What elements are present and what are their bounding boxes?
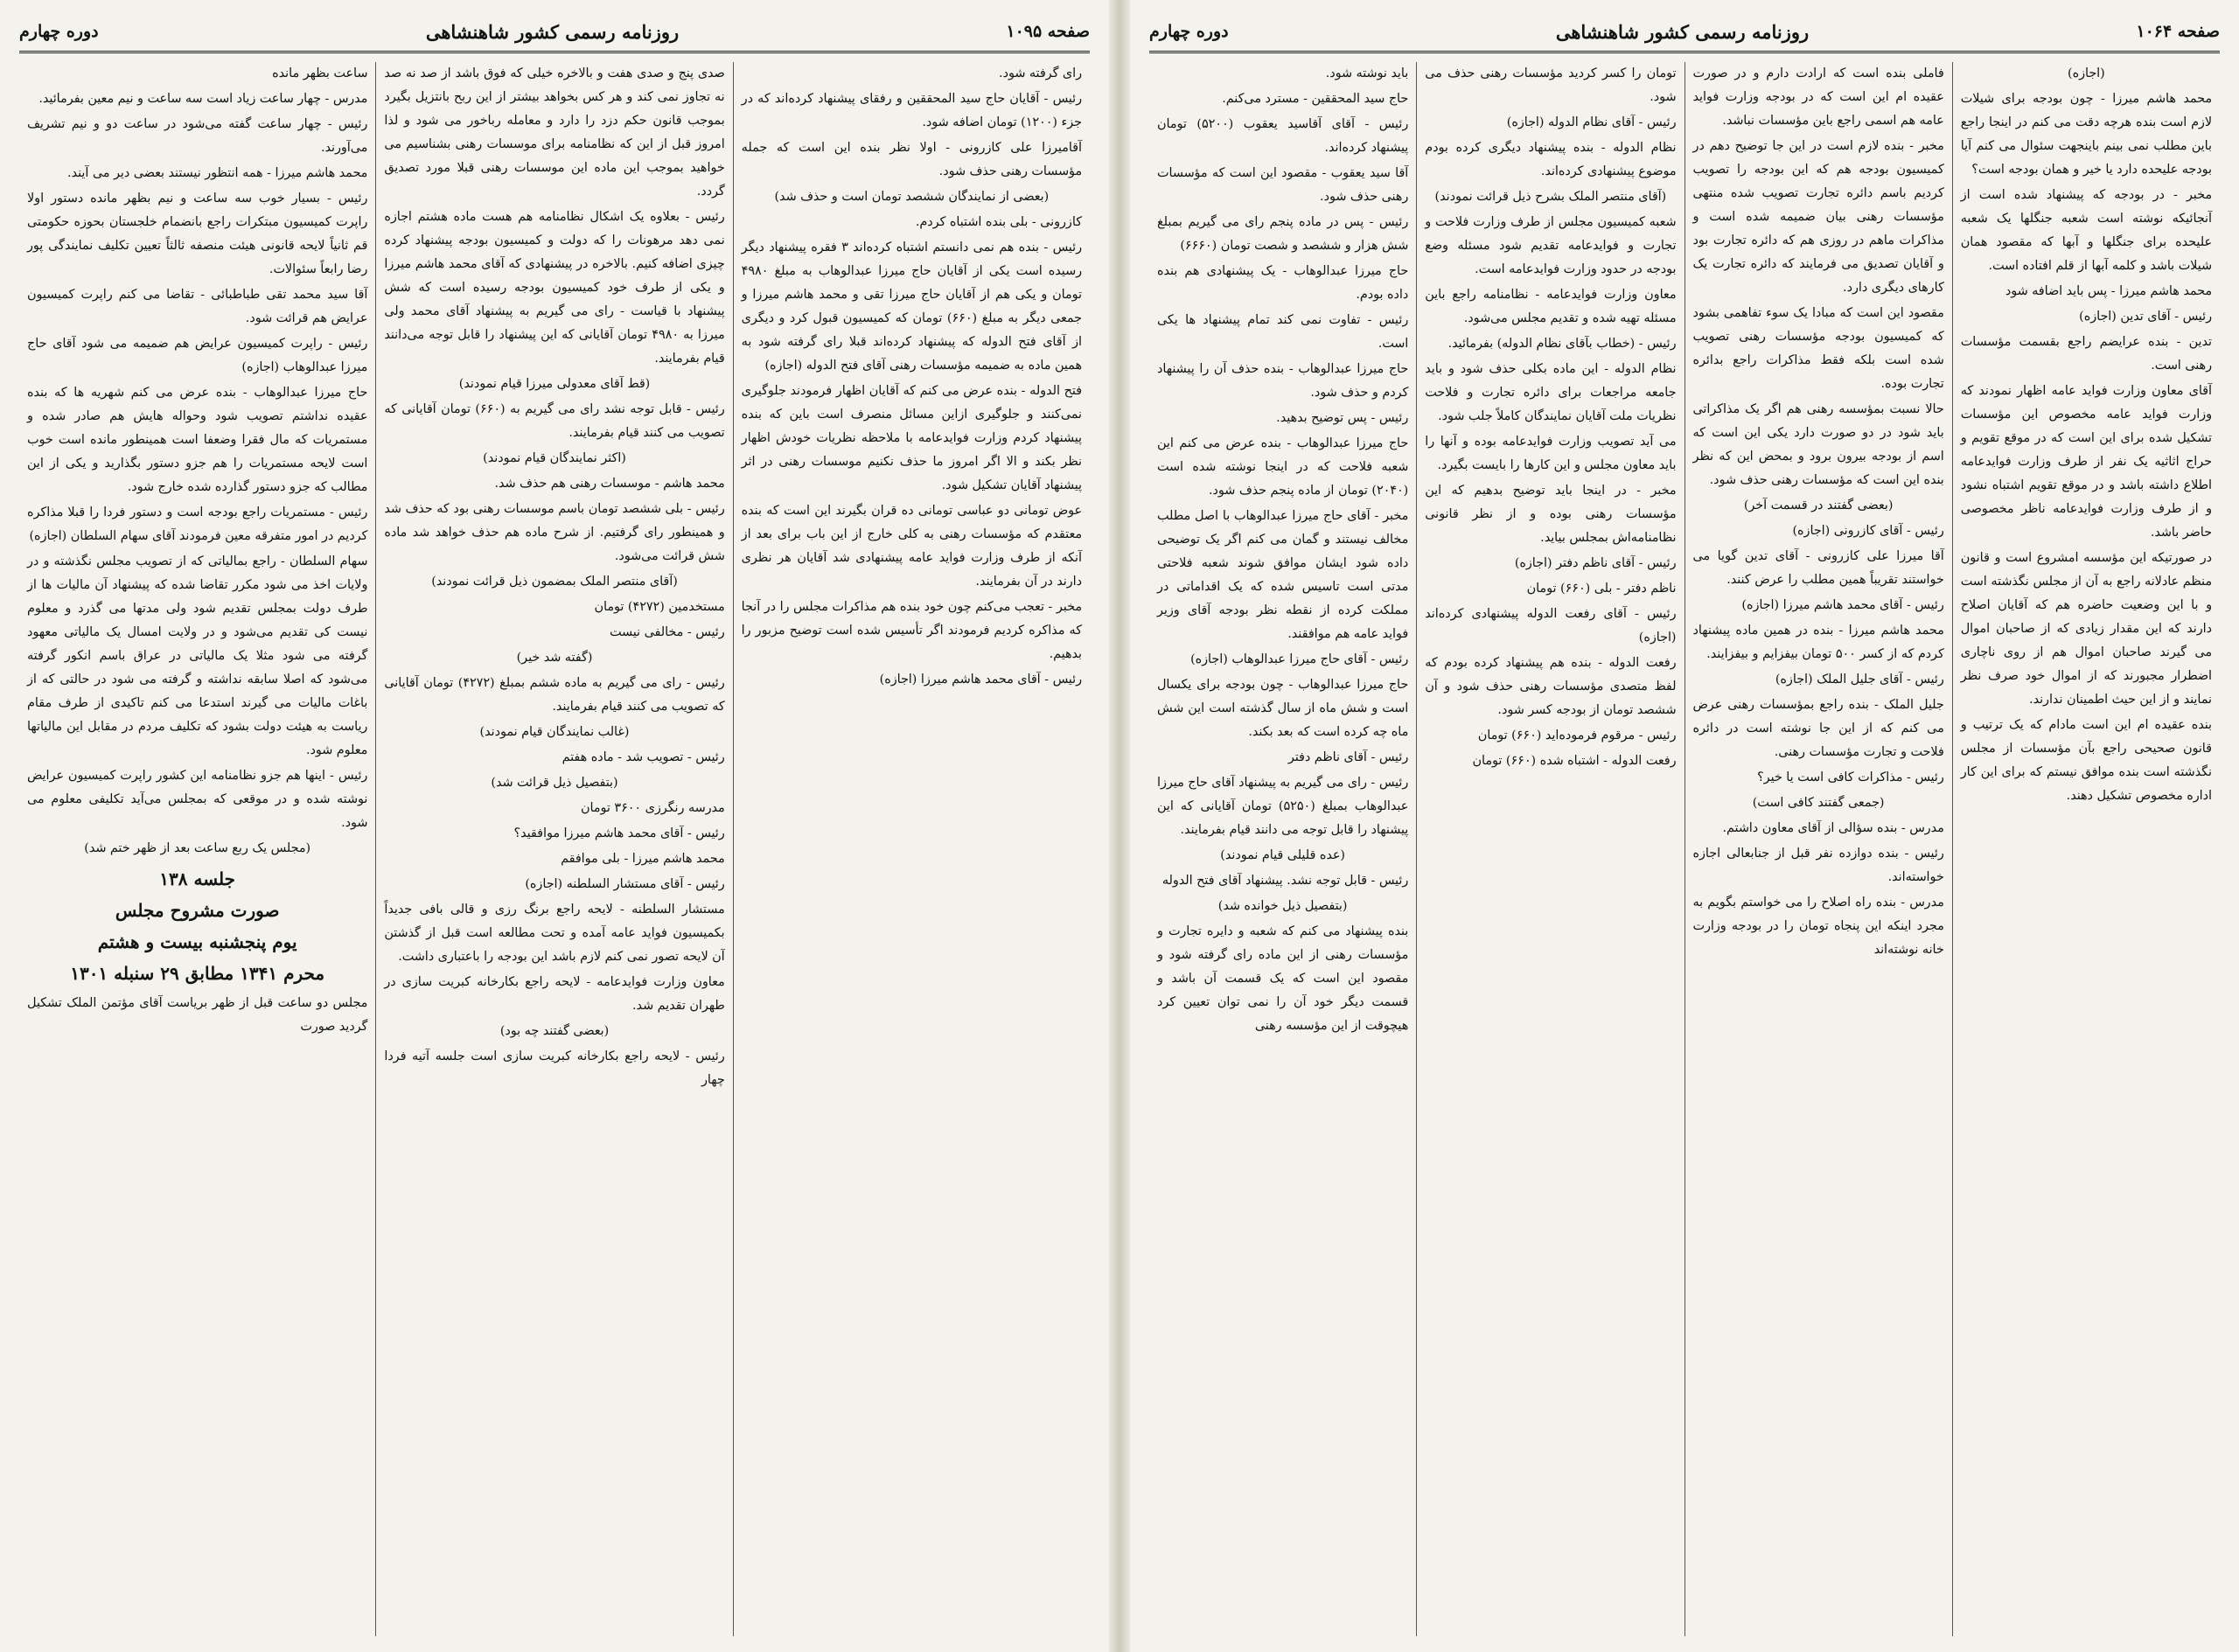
paragraph: محمد هاشم - موسسات رهنی هم حذف شد. xyxy=(494,477,725,491)
paragraph: مقصود این است که مبادا یک سوء تفاهمی بشود که کمیسیون بودجه مؤسسات رهنی تصویب شده است بلکه فقط مذاکرات راجع بدائره تجارت بوده. xyxy=(1692,306,1944,391)
paragraph: رئیس - مذاکرات کافی است یا خیر؟ xyxy=(1757,770,1944,784)
column-1 xyxy=(733,62,1090,1636)
paragraph: رئیس - آقای ناظم دفتر xyxy=(1287,750,1409,764)
newspaper-title: روزنامه رسمی کشور شاهنشاهی xyxy=(1555,20,1810,43)
paragraph: رئیس - راپرت کمیسیون عرایض هم ضمیمه می شود آقای حاج میرزا عبدالوهاب (اجازه) xyxy=(27,337,368,374)
paragraph: فاملی بنده است که ارادت دارم و در صورت عقیده ام این است که در بودجه وزارت فواید عامه هم اسمی راجع باین مؤسسات نباشد. xyxy=(1692,66,1944,128)
paragraph: معاون وزارت فوایدعامه - لایحه راجع بکارخانه کبریت سازی در طهران تقدیم شد. xyxy=(384,975,725,1013)
paragraph: جلیل الملک - بنده راجع بمؤسسات رهنی عرض می کنم که از این جا نوشته است در دائره فلاحت و تجارت مؤسسات رهنی. xyxy=(1692,698,1944,759)
paragraph: در صورتیکه این مؤسسه امشروع است و قانون منظم عادلانه راجع به آن از مجلس نگذشته است و با این وضعیت حاضره هم که آقایان اصلاح دارند که این مقدار زیادی که از صاحبان اموال می گیرند صاحبان اموال هم از روی ناچاری اضطرار مجبورند که از اموال خود صرف نظر نمایند و از این حیث اطمینان ندارند. xyxy=(1960,551,2212,707)
paragraph: رئیس - آقای جلیل الملک (اجازه) xyxy=(1775,673,1944,687)
paragraph: (بعضی گفتند در قسمت آخر) xyxy=(1743,498,1894,512)
paragraph: (بعضی گفتند چه بود) xyxy=(499,1024,610,1038)
paragraph: رئیس - رای می گیریم به پیشنهاد آقای حاج میرزا عبدالوهاب بمبلغ (۵۲۵۰) تومان آقایانی که این پیشنهاد را قابل توجه می دانند قیام بفرمایند. xyxy=(1157,776,1409,837)
paragraph: آقا سید یعقوب - مقصود این است که مؤسسات رهنی حذف شود. xyxy=(1157,166,1409,204)
right-page xyxy=(1130,0,2239,1652)
paragraph: معاون وزارت فوایدعامه - نظامنامه راجع باین مسئله تهیه شده و تقدیم مجلس می‌شود. xyxy=(1425,288,1677,325)
paragraph: رئیس - چهار ساعت گفته می‌شود در ساعت دو و نیم تشریف می‌آورند. xyxy=(27,117,368,155)
paragraph: رئیس - لایحه راجع بکارخانه کبریت سازی است جلسه آتیه فردا چهار xyxy=(384,1049,725,1087)
paragraph: صورت مشروح مجلس xyxy=(115,900,280,921)
paragraph: آقای معاون وزارت فواید عامه اظهار نمودند که وزارت فواید عامه مخصوص این مؤسسات تشکیل شده برای این است که در موقع تقویم و حراج اثاثیه یک نفر از طرف وزارت فوایدعامه اطلاع داشته باشد و در موقع تقویم اشتباه نشود و از طرف وزارت فوایدعامه ناظر مخصوصی حاضر باشد. xyxy=(1960,384,2212,540)
paragraph: آقا میرزا علی کازرونی - آقای تدین گویا می خواستند تقریباً همین مطلب را عرض کنند. xyxy=(1692,549,1944,587)
paragraph: مدرس - چهار ساعت زیاد است سه ساعت و نیم معین بفرمائید. xyxy=(38,92,368,106)
text-columns xyxy=(19,62,1090,1636)
paragraph: حاج میرزا عبدالوهاب - یک پیشنهادی هم بنده داده بودم. xyxy=(1157,264,1409,302)
paragraph: (اکثر نمایندگان قیام نمودند) xyxy=(483,451,626,465)
period-label: دوره چهارم xyxy=(1149,22,1229,41)
paragraph: ساعت بظهر مانده xyxy=(272,66,368,80)
paragraph: صدی پنج و صدی هفت و بالاخره خیلی که فوق باشد از صد نه صد نه تجاوز نمی کند و هر کس بخواهد بیشتر از این ربح بانتزیل بگیرد بموجب قانون حکم دزد را دارد و معامله رباخور می شود و لذا امروز قبل از این که نظامنامه برای موسسات رهنی بشناسیم می خواهید بموجب این ماده این موسسات رهنی قبلا مورد تصدیق گردد. xyxy=(384,66,725,199)
paragraph: مدرس - بنده سؤالی از آقای معاون داشتم. xyxy=(1722,821,1944,835)
paragraph: رئیس - بسیار خوب سه ساعت و نیم بظهر مانده دستور اولا راپرت کمیسیون مبتکرات راجع بانضمام خلجستان بحوزه حکومتی قم ثانیاً لایحه قانونی هیئت منصفه ثالثاً تعیین تکلیف نمایندگی پور رضا رابعاً سئوالات. xyxy=(27,192,368,276)
paragraph: رئیس - آقای محمد هاشم میرزا (اجازه) xyxy=(879,673,1082,687)
paragraph: مخبر - تعجب می‌کنم چون خود بنده هم مذاکرات مجلس را در آنجا که مذاکره کردیم فرمودند اگر تأسیس شده است توضیح مزبور را بدهیم. xyxy=(741,600,1082,661)
paragraph: مدرس - بنده راه اصلاح را می خواستم بگویم به مجرد اینکه این پنجاه تومان را در بودجه وزارت خانه نوشته‌اند xyxy=(1692,896,1944,957)
paragraph: (بتفصیل ذیل قرائت شد) xyxy=(491,776,618,790)
book-gutter xyxy=(1109,0,1130,1652)
paragraph: (مجلس یک ربع ساعت بعد از ظهر ختم شد) xyxy=(84,841,311,855)
paragraph: آقامیرزا علی کازرونی - اولا نظر بنده این است که جمله مؤسسات رهنی حذف شود. xyxy=(741,141,1082,178)
paragraph: (آقای منتصر الملک بمضمون ذیل قرائت نمودند) xyxy=(431,575,678,589)
paragraph: رئیس - (خطاب بآقای نظام الدوله) بفرمائید. xyxy=(1447,337,1677,351)
paragraph: عوض تومانی دو عباسی تومانی ده قران بگیرند این است که بنده معتقدم که مؤسسات رهنی به کلی خارج از این باب برای بعد از آنکه از طرف وزارت فواید عامه پیشنهادی شد آقایان هر نظری دارند در آن بفرمایند. xyxy=(741,504,1082,589)
paragraph: (بعضی از نمایندگان ششصد تومان است و حذف شد) xyxy=(774,190,1050,204)
column-2 xyxy=(375,62,732,1636)
page-header xyxy=(1149,12,2220,53)
paragraph: رئیس - رای می گیریم به ماده ششم بمبلغ (۴۲۷۲) تومان آقایانی که تصویب می کنند قیام بفرمایند. xyxy=(384,676,725,714)
paragraph: رئیس - آقای محمد هاشم میرزا موافقید؟ xyxy=(513,826,725,840)
column-4 xyxy=(1149,62,1416,1636)
paragraph: (اجازه) xyxy=(2068,66,2105,80)
paragraph: حاج میرزا عبدالوهاب - بنده حذف آن را پیشنهاد کردم و حذف شود. xyxy=(1157,362,1409,400)
paragraph: رئیس - آقای تدین (اجازه) xyxy=(2079,310,2212,324)
paragraph: رئیس - آقای ناظم دفتر (اجازه) xyxy=(1514,556,1677,570)
column-2 xyxy=(1684,62,1952,1636)
paragraph: تومان را کسر کردید مؤسسات رهنی حذف می شود. xyxy=(1425,66,1677,104)
paragraph: بنده پیشنهاد می کنم که شعبه و دایره تجارت و مؤسسات رهنی از این ماده رای گرفته شود و مقصود این است که یک قسمت آن باشد و قسمت دیگر خود آن را نمی توان تعیین کرد هیچوقت از این مؤسسه رهنی xyxy=(1157,924,1409,1033)
paragraph: (قط آقای معدولی میرزا قیام نمودند) xyxy=(458,377,651,391)
paragraph: رئیس - بلی ششصد تومان باسم موسسات رهنی بود که حذف شد و همینطور رای گرفتیم. از شرح ماده هم حذف خواهد شد ماده شش قرائت می‌شود. xyxy=(384,502,725,563)
paragraph: نظام الدوله - این ماده بکلی حذف شود و باید جامعه مراجعات برای دائره تجارت و فلاحت نظریات ملت آقایان نمایندگان کاملاً جلب شود. xyxy=(1425,362,1677,423)
paragraph: سهام السلطان - راجع بمالیاتی که از تصویب مجلس نگذشته و در ولایات اخذ می شود مکرر تقاضا شده که پیشنهاد آن مالیات ها از طرف دولت بمجلس تقدیم شود ولی مدتها می گذرد و معلوم نیست کی تقدیم می‌شود و در ولایت امسال یک مالیاتی معهود گرفته می شود مثلا یک مالیاتی در عراق باسم انکور گرفته می‌شود که اصلا سابقه نداشته و گرفته می شود در حالتی که از باغات مالیات می گیرند استدعا می کنم تاکیدی از طرف مقام ریاست به هیئت دولت بشود که تکلیف مردم در مقابل این مالیاتها معلوم شود. xyxy=(27,554,368,757)
paragraph: رفعت الدوله - اشتباه شده (۶۶۰) تومان xyxy=(1472,754,1677,768)
paragraph: رئیس - آقای مستشار السلطنه (اجازه) xyxy=(525,877,725,891)
paragraph: رئیس - قابل توجه نشد رای می گیریم به (۶۶۰) تومان آقایانی که تصویب می کنند قیام بفرمایند. xyxy=(384,402,725,440)
paragraph: مخبر - در اینجا باید توضیح بدهیم که این مؤسسات رهنی بوده و از نظر قانونی نظامنامه‌اش بمجلس بیاید. xyxy=(1425,484,1677,545)
column-3 xyxy=(1416,62,1684,1636)
page-number: صفحه ۱۰۹۵ xyxy=(1006,22,1090,41)
paragraph: (آقای منتصر الملک بشرح ذیل قرائت نمودند) xyxy=(1434,190,1667,204)
text-columns xyxy=(1149,62,2220,1636)
paragraph: فتح الدوله - بنده عرض می کنم که آقایان اظهار فرمودند جلوگیری نمی‌کنند و جلوگیری ازاین مسائل منصرف است باین که بنده پیشنهاد کردم وزارت فوایدعامه با ملاحظه نظریات خودش اظهار نظر بکند و الا اگر امروز ما حذف نکنیم موسسات رهنی در اثر پیشنهاد آقایان تشکیل شود. xyxy=(741,384,1082,492)
paragraph: رئیس - بنده هم نمی دانستم اشتباه کرده‌اند ۳ فقره پیشنهاد دیگر رسیده است یکی از آقایان حاج میرزا عبدالوهاب به مبلغ ۴۹۸۰ تومان و یکی هم از آقایان حاج میرزا تقی و محمد هاشم میرزا و جمعی دیگر به مبلغ (۶۶۰) تومان که کمیسیون قبول کرد و دیگری از آقای فتح الدوله که پیشنهاد کرده‌اند قبلا رای گرفته شود به همین ماده به ضمیمه مؤسسات رهنی آقای فتح الدوله (اجازه) xyxy=(741,240,1082,373)
paragraph: حاج میرزا عبدالوهاب - بنده عرض می کنم این شعبه فلاحت که در اینجا نوشته شده است (۲۰۴۰) تومان از ماده پنجم حذف شود. xyxy=(1157,436,1409,498)
paragraph: مخبر - در بودجه که پیشنهاد شده است از آنجائیکه نوشته است شعبه جنگلها یک شعبه علیحده برای جنگلها و آبها که مقصود همان شیلات باشد و کلمه آبها از قلم افتاده است. xyxy=(1960,188,2212,273)
paragraph: مستشار السلطنه - لایحه راجع برنگ رزی و قالی بافی جدیداً بکمیسیون فواید عامه آمده و تحت مطالعه است قبل از گذشتن آن لایحه تصور نمی کنم لازم باشد این بودجه را باعتباری داشت. xyxy=(384,903,725,964)
paragraph: مخبر - بنده لازم است در این جا توضیح دهم در کمیسیون بودجه هم که این بودجه را تصویب کردیم باسم دائره تجارت تصویب شده منتهی مؤسسات رهنی بیان ضمیمه شده است و مذاکرات ماهم در روزی هم که دائره تجارت بود و آقایان تصدیق می فرمایند که دائره تجارت یک کارهای دیگری دارد. xyxy=(1692,139,1944,295)
paragraph: شعبه کمیسیون مجلس از طرف وزارت فلاحت و تجارت و فوایدعامه تقدیم شود مسئله وضع بودجه در حدود وزارت فوایدعامه است. xyxy=(1425,215,1677,276)
paragraph: رئیس - تفاوت نمی کند تمام پیشنهاد ها یکی است. xyxy=(1157,313,1409,351)
paragraph: رئیس - مستمریات راجع بودجه است و دستور فردا را قبلا مذاکره کردیم در امور متفرقه معین فرمودند آقای سهام السلطان (اجازه) xyxy=(27,505,368,543)
newspaper-title: روزنامه رسمی کشور شاهنشاهی xyxy=(425,20,680,43)
paragraph: ناظم دفتر - بلی (۶۶۰) تومان xyxy=(1526,582,1677,596)
paragraph: (گفته شد خیر) xyxy=(516,651,593,665)
paragraph: محمد هاشم میرزا - چون بودجه برای شیلات لازم است بنده هرچه دقت می کنم در اینجا راجع باین مطلب نمی بینم باینجهت سئوال می کنم آیا بودجه علیحده دارد یا خیر و همان بودجه است؟ xyxy=(1960,92,2212,177)
paragraph: تدین - بنده عرایضم راجع بقسمت مؤسسات رهنی است. xyxy=(1960,335,2212,373)
left-page xyxy=(0,0,1109,1652)
paragraph: رئیس - قابل توجه نشد. پیشنهاد آقای فتح الدوله xyxy=(1161,874,1409,888)
paragraph: یوم پنجشنبه بیست و هشتم xyxy=(97,931,297,952)
paragraph: حاج سید المحققین - مسترد می‌کنم. xyxy=(1222,92,1409,106)
paragraph: رئیس - مخالفی نیست xyxy=(609,625,725,639)
paragraph: محمد هاشم میرزا - پس باید اضافه شود xyxy=(2005,284,2212,298)
paragraph: رئیس - آقای نظام الدوله (اجازه) xyxy=(1506,115,1677,129)
paragraph: حاج میرزا عبدالوهاب - چون بودجه برای یکسال است و شش ماه از سال گذشته است این شش ماه چه کرده است که بعد بکند. xyxy=(1157,678,1409,739)
paragraph: (عده قلیلی قیام نمودند) xyxy=(1220,848,1345,862)
paragraph: رای گرفته شود. xyxy=(999,66,1082,80)
paragraph: حالا نسبت بمؤسسه رهنی هم اگر یک مذاکراتی باید شود در دو صورت دارد یکی این است که اسم از بودجه بیرون برود و بمحض این که نظر بنده این است که مؤسسات رهنی حذف شود. xyxy=(1692,402,1944,487)
column-3 xyxy=(19,62,375,1636)
paragraph: آقا سید محمد تقی طباطبائی - تقاضا می کنم راپرت کمیسیون عرایض هم قرائت شود. xyxy=(27,288,368,325)
paragraph: (غالب نمایندگان قیام نمودند) xyxy=(479,725,630,739)
paragraph: رئیس - آقای حاج میرزا عبدالوهاب (اجازه) xyxy=(1190,652,1409,666)
paragraph: رفعت الدوله - بنده هم پیشنهاد کرده بودم که لفظ متصدی مؤسسات رهنی حذف شود و آن ششصد تومان از بودجه کسر شود. xyxy=(1425,656,1677,717)
period-label: دوره چهارم xyxy=(19,22,99,41)
paragraph: (جمعی گفتند کافی است) xyxy=(1752,796,1885,810)
paragraph: رئیس - پس توضیح بدهید. xyxy=(1276,411,1409,425)
paragraph: بنده عقیده ام این است مادام که یک ترتیب و قانون صحیحی راجع بآن مؤسسات از مجلس نگذشته است بنده موافق نیستم که برای این کار اداره مخصوص تشکیل دهند. xyxy=(1960,718,2212,803)
paragraph: (بتفصیل ذیل خوانده شد) xyxy=(1217,899,1348,913)
paragraph: محمد هاشم میرزا - بنده در همین ماده پیشنهاد کردم که از کسر ۵۰۰ تومان بیفزایم و بیفزایند. xyxy=(1692,624,1944,661)
paragraph: رئیس - بنده دوازده نفر قبل از جنابعالی اجازه خواسته‌اند. xyxy=(1692,847,1944,884)
paragraph: مستخدمین (۴۲۷۲) تومان xyxy=(594,600,725,614)
paragraph: نظام الدوله - بنده پیشنهاد دیگری کرده بودم موضوع پیشنهادی کرده‌اند. xyxy=(1425,141,1677,178)
paragraph: رئیس - آقای رفعت الدوله پیشنهادی کرده‌اند (اجازه) xyxy=(1425,607,1677,645)
column-1 xyxy=(1952,62,2220,1636)
paragraph: مدرسه رنگرزی ۳۶۰۰ تومان xyxy=(580,801,725,815)
paragraph: محمد هاشم میرزا - همه انتظور نیستند بعضی دیر می آیند. xyxy=(67,166,368,180)
paragraph: محمد هاشم میرزا - بلی موافقم xyxy=(561,852,725,866)
paragraph: رئیس - آقای کازرونی (اجازه) xyxy=(1792,524,1944,538)
paragraph: رئیس - مرقوم فرموده‌اید (۶۶۰) تومان xyxy=(1477,728,1677,742)
paragraph: کازرونی - بلی بنده اشتباه کردم. xyxy=(915,215,1082,229)
paragraph: می آید تصویب وزارت فوایدعامه بوده و آنها را باید معاون مجلس و این کارها را بایست بگیرد. xyxy=(1425,435,1677,472)
paragraph: رئیس - آقای آقاسید یعقوب (۵۲۰۰) تومان پیشنهاد کرده‌اند. xyxy=(1157,117,1409,155)
page-number: صفحه ۱۰۶۴ xyxy=(2136,22,2220,41)
paragraph: رئیس - بعلاوه یک اشکال نظامنامه هم هست ماده هشتم اجازه نمی دهد مرهونات را که دولت و کمیسیون بودجه پیشنهاد کرده چیزی اضافه کنیم. بالاخره در پیشنهادی که آقای محمد هاشم میرزا و یکی از طرف خود کمیسیون بودجه رسیده است که شش پیشنهاد با قیاست - رای می گیریم به پیشنهاد آقای محمد ولی میرزا به ۴۹۸۰ تومان آقایانی که این پیشنهاد را قابل توجه می‌دانند قیام بفرمایند. xyxy=(384,210,725,366)
paragraph: رئیس - اینها هم جزو نظامنامه این کشور راپرت کمیسیون عرایض نوشته شده و در موقعی که بمجلس می‌آید تکلیفی معلوم می شود. xyxy=(27,769,368,830)
paragraph: رئیس - آقایان حاج سید المحققین و رفقای پیشنهاد کرده‌اند که در جزء (۱۲۰۰) تومان اضافه شود. xyxy=(741,92,1082,129)
paragraph: رئیس - تصویب شد - ماده هفتم xyxy=(561,750,725,764)
paragraph: مجلس دو ساعت قبل از ظهر بریاست آقای مؤتمن الملک تشکیل گردید صورت xyxy=(27,996,368,1034)
paragraph: محرم ۱۳۴۱ مطابق ۲۹ سنبله ۱۳۰۱ xyxy=(70,963,325,984)
paragraph: رئیس - پس در ماده پنجم رای می گیریم بمبلغ شش هزار و ششصد و شصت تومان (۶۶۶۰) xyxy=(1157,215,1409,253)
paragraph: رئیس - آقای محمد هاشم میرزا (اجازه) xyxy=(1741,598,1944,612)
paragraph: حاج میرزا عبدالوهاب - بنده عرض می کنم شهریه ها که بنده عقیده نداشتم تصویب شود وحواله هایش هم صادر شده و مستمریات که مال فقرا وضعفا است همینطور مانده است خوب است لایحه مستمریات را هم جزو دستور بگذارید و یکی از این مطالب که جزو دستور گذارده شده خارج شود. xyxy=(27,386,368,494)
paragraph: مخبر - آقای حاج میرزا عبدالوهاب با اصل مطلب مخالف نیستند و گمان می کنم اگر یک توضیحی داده شود ایشان موافق شوند شعبه فلاحتی مدتی است تاسیس شده که یک اقداماتی در مملکت کرده از نقطه نظر بودجه آقای وزیر فواید عامه هم موافقند. xyxy=(1157,509,1409,641)
page-header xyxy=(19,12,1090,53)
paragraph: جلسه ۱۳۸ xyxy=(159,868,236,889)
paragraph: باید نوشته شود. xyxy=(1325,66,1409,80)
